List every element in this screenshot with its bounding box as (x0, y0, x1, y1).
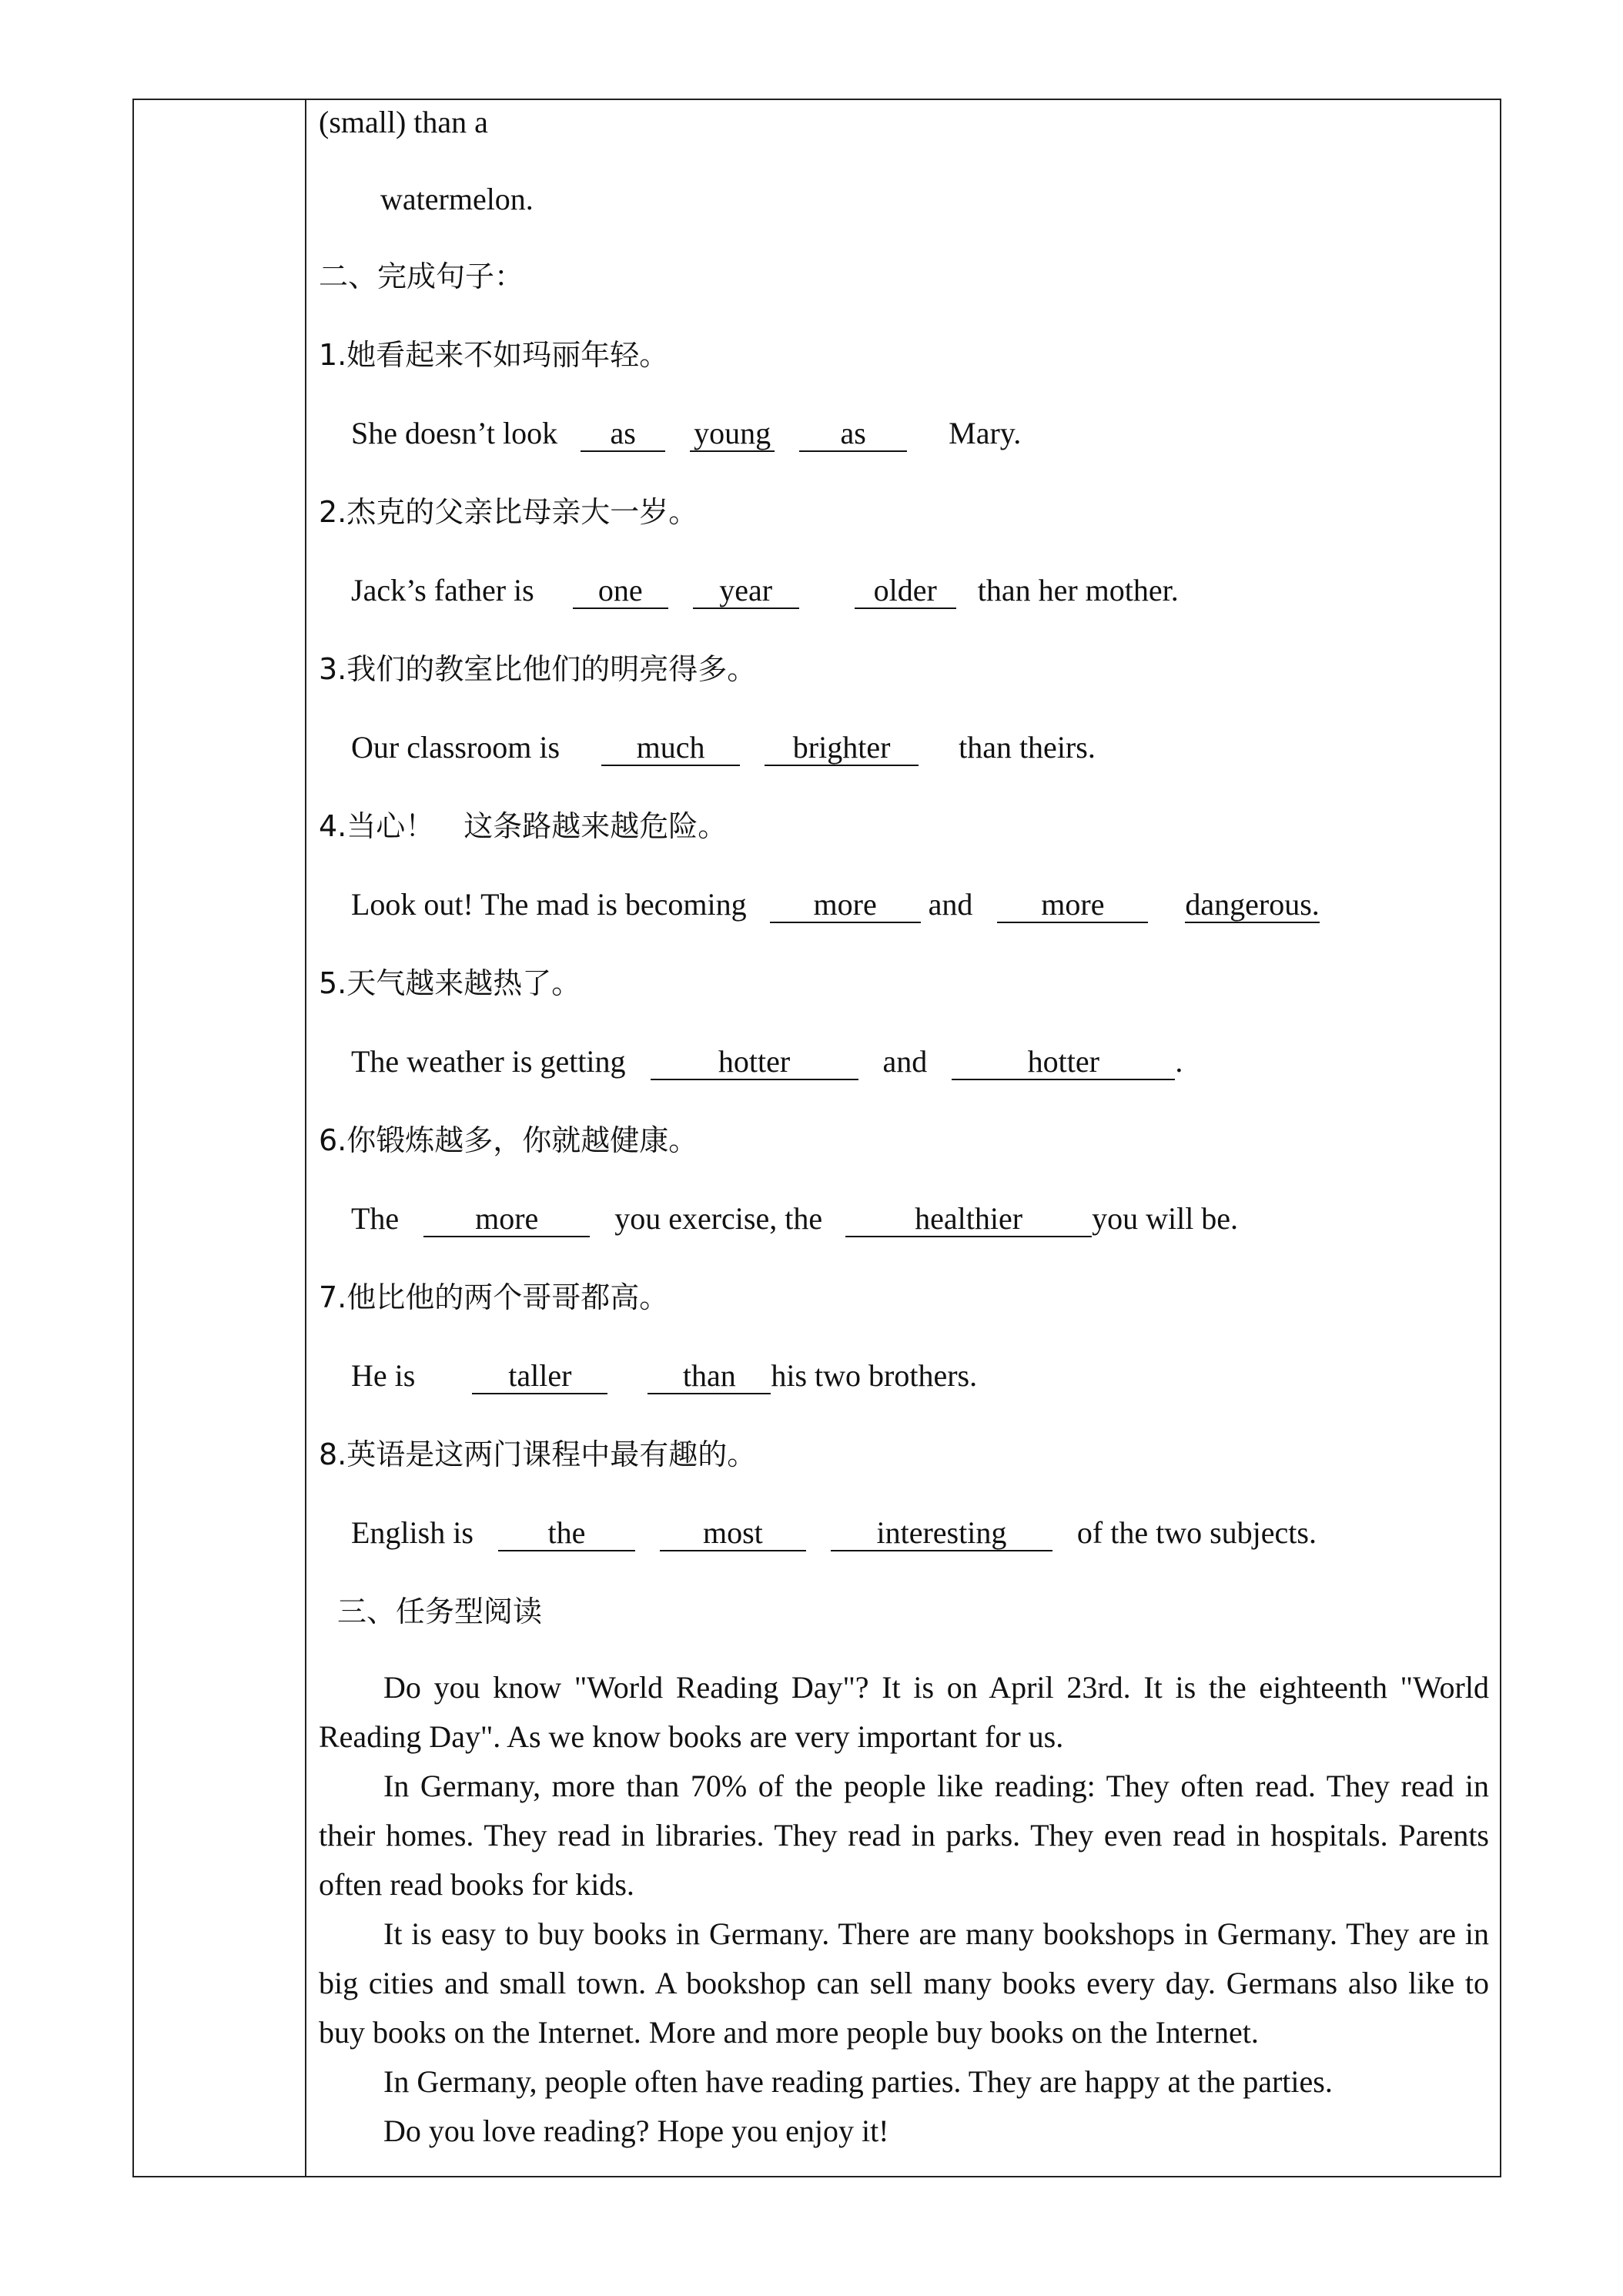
answer-blank: older (855, 574, 956, 609)
answer-line (351, 1200, 1238, 1238)
answer-blank: interesting (831, 1516, 1052, 1551)
answer-line (351, 728, 1096, 767)
sentence-text: Our classroom is (351, 730, 561, 765)
sentence-text: than her mother. (977, 573, 1179, 607)
question-chinese: 2.杰克的父亲比母亲大一岁。 (319, 495, 698, 529)
sentence-text: Jack’s father is (351, 573, 534, 607)
answer-blank: as (581, 417, 665, 452)
sentence-text: He is (351, 1358, 416, 1393)
answer-line (351, 1043, 1183, 1081)
sentence-text: his two brothers. (771, 1358, 978, 1393)
sentence-text: English is (351, 1515, 474, 1550)
section-heading: 三、任务型阅读 (337, 1595, 543, 1628)
answer-line (351, 1357, 977, 1395)
answer-line (351, 1514, 1317, 1552)
sentence-text: and (882, 1044, 928, 1079)
sentence-text: She doesn’t look (351, 416, 558, 450)
sentence-text: The weather is getting (351, 1044, 626, 1079)
question-chinese: 3.我们的教室比他们的明亮得多。 (319, 652, 757, 686)
sentence-text: and (928, 887, 973, 922)
question-chinese: 7.他比他的两个哥哥都高。 (319, 1280, 669, 1314)
question-chinese: 6.你锻炼越多，你就越健康。 (319, 1123, 698, 1157)
passage-paragraph: It is easy to buy books in Germany. There are many bookshops in Germany. They are in big cities and small town. A bookshop can sell many books every day. Germans also like to buy books on the Internet. More and more people buy books on the Internet. (319, 1916, 1489, 2050)
sentence-text: Mary. (949, 416, 1022, 450)
column-divider (305, 100, 306, 2176)
sentence-text: of the two subjects. (1076, 1515, 1317, 1550)
answer-blank: more (770, 888, 921, 923)
answer-blank: more (997, 888, 1148, 923)
question-chinese: 8.英语是这两门课程中最有趣的。 (319, 1438, 757, 1471)
answer-line (351, 571, 1179, 610)
sentence-text: The (351, 1201, 400, 1236)
answer-blank: most (660, 1516, 806, 1551)
answer-blank: young (690, 417, 775, 452)
sentence-text: than theirs. (959, 730, 1096, 765)
continued-line: (small) than a (319, 105, 488, 139)
continued-line: watermelon. (380, 182, 534, 216)
answer-blank: one (573, 574, 668, 609)
answer-blank: hotter (651, 1045, 858, 1080)
question-chinese: 4.当心！ 这条路越来越危险。 (319, 809, 728, 843)
answer-blank: as (799, 417, 907, 452)
sentence-text: you exercise, the (614, 1201, 823, 1236)
answer-line (351, 885, 1320, 924)
sentence-text: dangerous. (1185, 887, 1320, 922)
answer-blank: more (423, 1202, 590, 1237)
answer-blank: taller (472, 1359, 607, 1394)
answer-blank: brighter (765, 731, 919, 766)
sentence-text: Look out! The mad is becoming (351, 887, 747, 922)
sentence-text: . (1175, 1044, 1183, 1079)
passage-paragraph: In Germany, people often have reading parties. They are happy at the parties. (383, 2064, 1333, 2099)
answer-blank: hotter (952, 1045, 1175, 1080)
reading-passage (319, 1663, 1489, 2156)
answer-blank: than (648, 1359, 771, 1394)
section-heading: 二、完成句子： (319, 259, 524, 293)
passage-paragraph: Do you love reading? Hope you enjoy it! (383, 2114, 889, 2148)
passage-paragraph: In Germany, more than 70% of the people like reading: They often read. They read in their homes. They read in libraries. They read in parks. They even read in hospitals. Parents often read books for kids. (319, 1769, 1489, 1902)
question-chinese: 5.天气越来越热了。 (319, 966, 581, 1000)
answer-line (351, 414, 1021, 453)
question-chinese: 1.她看起来不如玛丽年轻。 (319, 338, 669, 372)
answer-blank: year (693, 574, 799, 609)
answer-blank: the (498, 1516, 635, 1551)
answer-blank: healthier (845, 1202, 1092, 1237)
passage-paragraph: Do you know "World Reading Day"? It is on April 23rd. It is the eighteenth "World Reading Day". As we know books are very important for us. (319, 1670, 1489, 1754)
answer-blank: much (601, 731, 740, 766)
sentence-text: you will be. (1092, 1201, 1239, 1236)
